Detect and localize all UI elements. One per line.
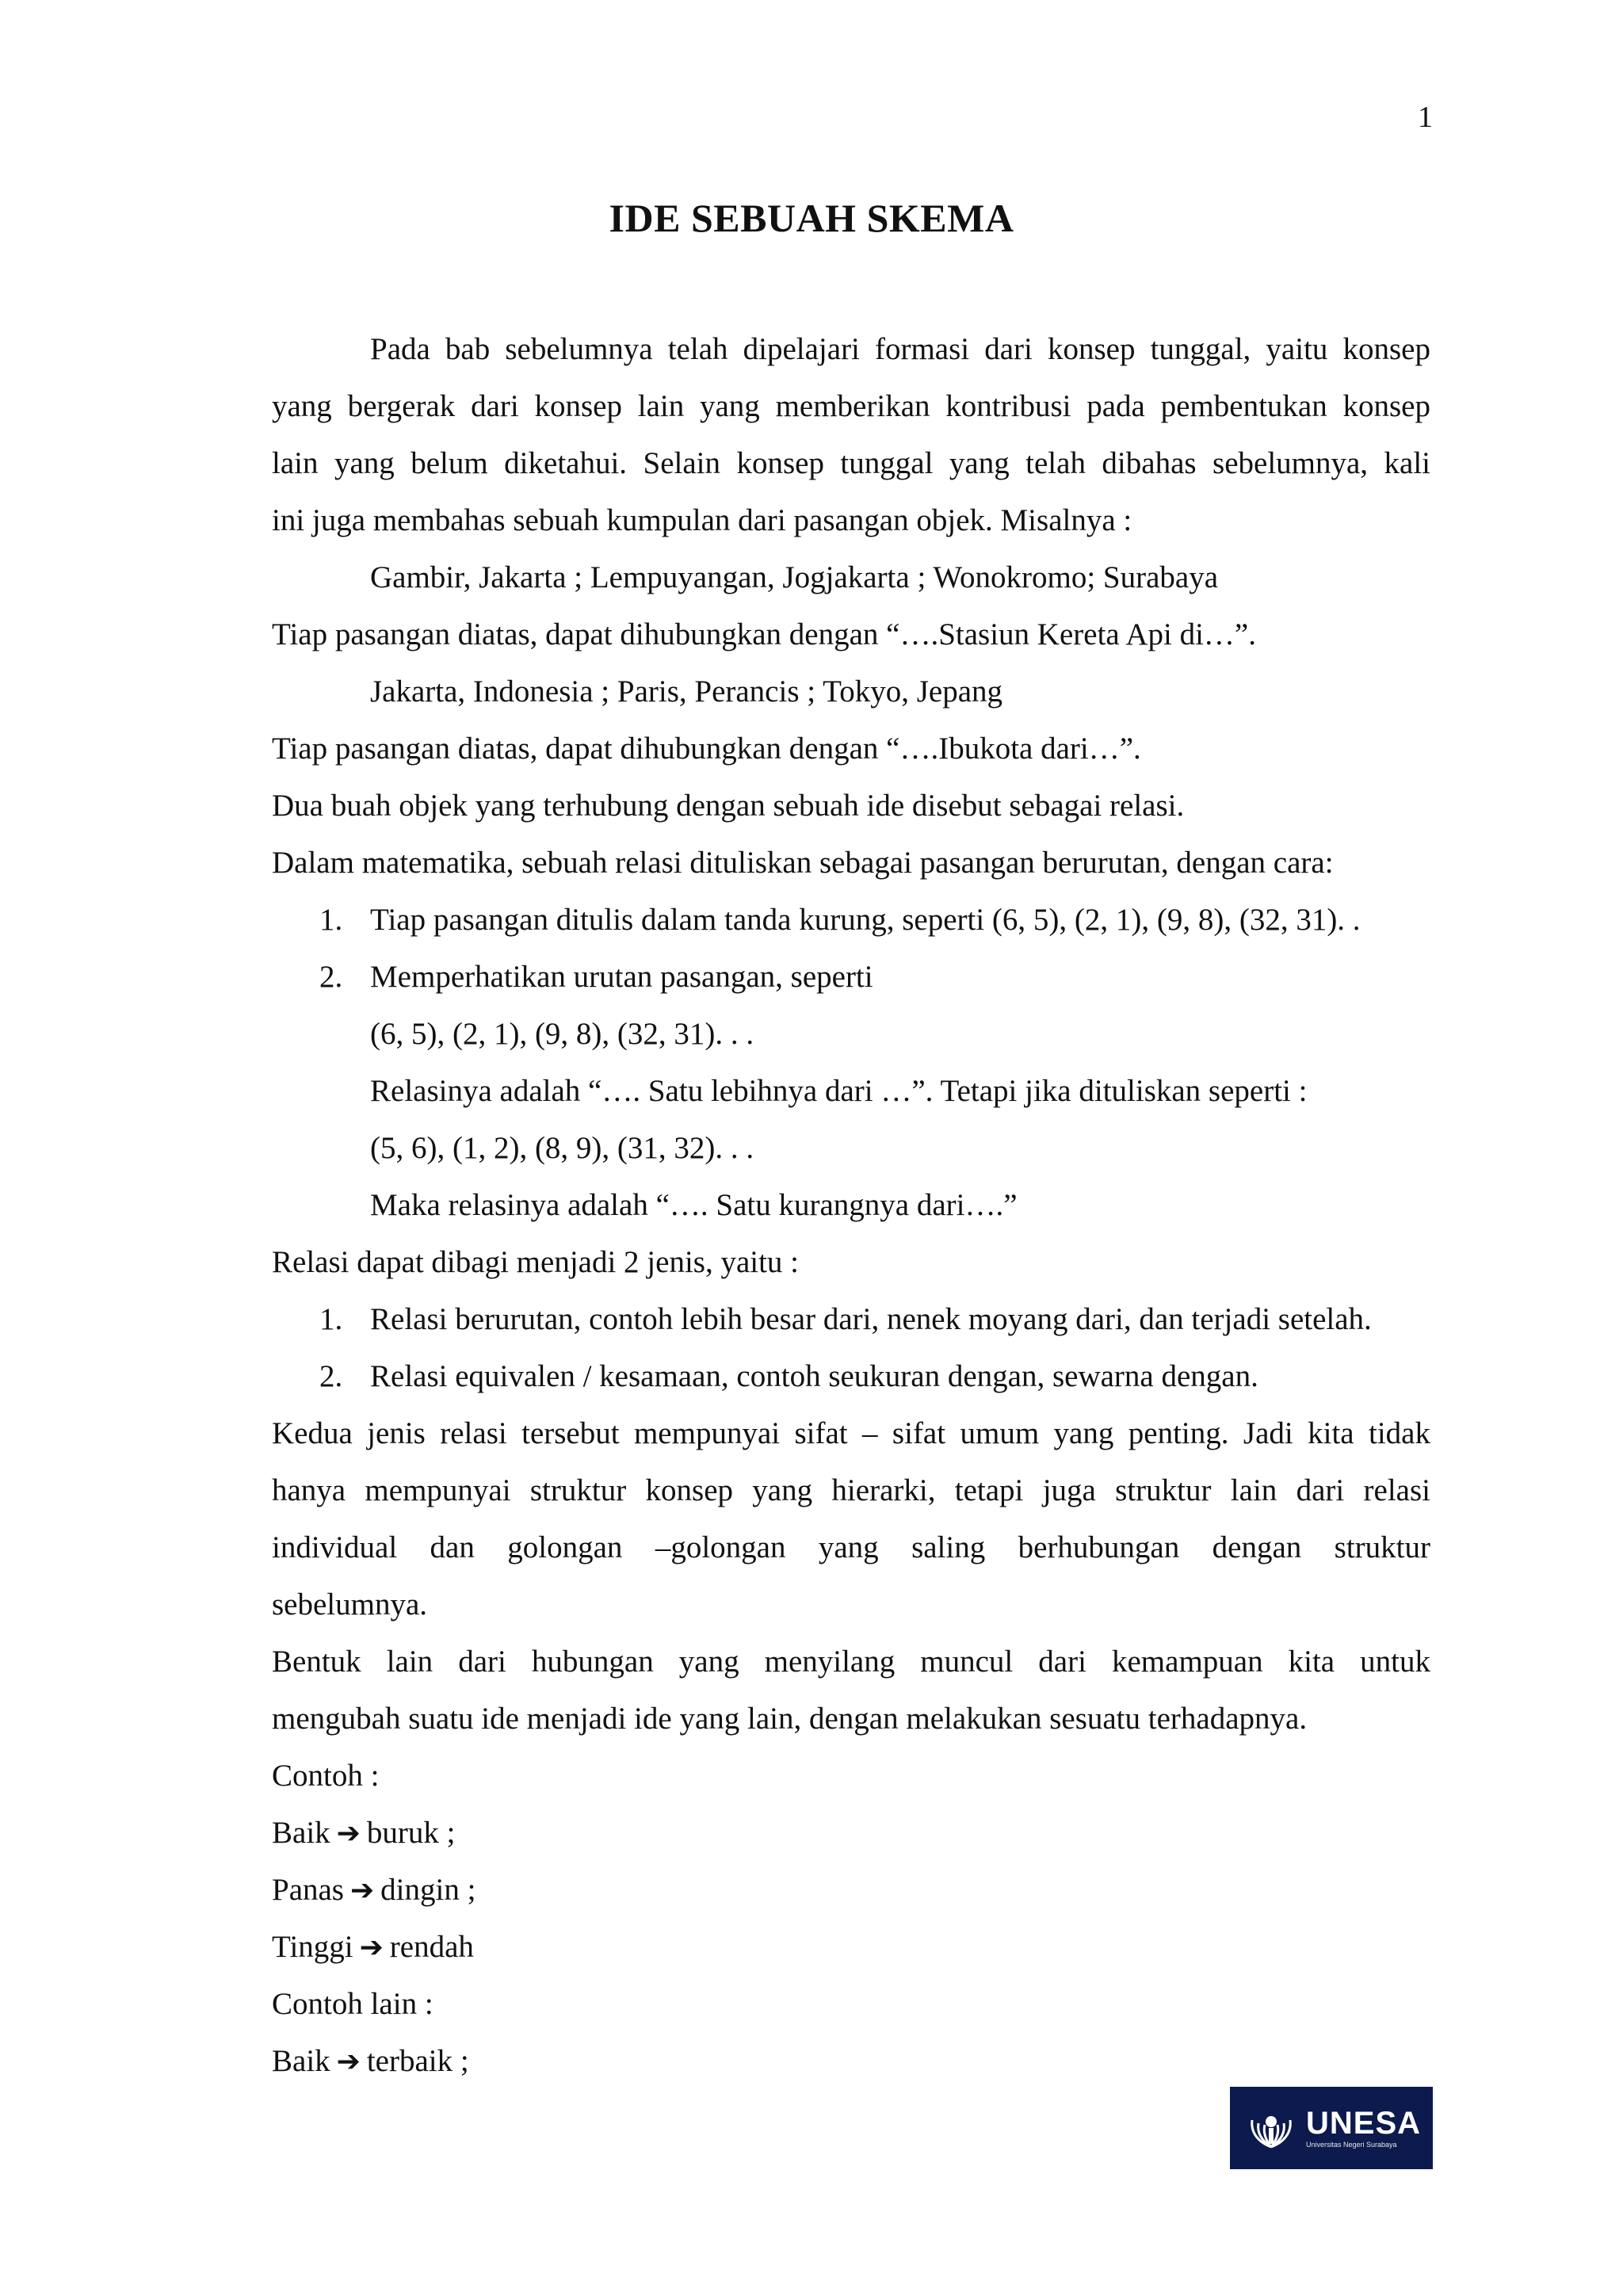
contoh-item [272,1862,1430,1919]
right-arrow-icon: ➔ [350,1874,375,1907]
paragraph-line: mengubah suatu ide menjadi ide yang lain, dengan melakukan sesuatu terhadapnya. [272,1702,1308,1736]
contoh-item [272,2033,1430,2090]
paragraph-line: Bentuk lain dari hubungan yang menyilang muncul dari kemampuan kita untuk [272,1645,1430,1679]
paragraph-line: Pada bab sebelumnya telah dipelajari formasi dari konsep tunggal, yaitu konsep [370,332,1430,366]
list-number: 2. [319,960,343,994]
paragraph-line: hanya mempunyai struktur konsep yang hierarki, tetapi juga struktur lain dari relasi [272,1473,1430,1507]
unesa-logo [1230,2087,1433,2169]
paragraph-line: ini juga membahas sebuah kumpulan dari pasangan objek. Misalnya : [272,503,1132,537]
list-text: Tiap pasangan ditulis dalam tanda kurung, seperti (6, 5), (2, 1), (9, 8), (32, 31). . [370,903,1361,937]
page-title: IDE SEBUAH SKEMA [609,196,1014,240]
list-subline: (6, 5), (2, 1), (9, 8), (32, 31). . . [370,1017,754,1051]
list-number: 1. [319,1302,343,1336]
list-subline: (5, 6), (1, 2), (8, 9), (31, 32). . . [370,1131,754,1165]
contoh-from: Baik [272,1816,330,1850]
example-pairs: Jakarta, Indonesia ; Paris, Perancis ; Tokyo, Jepang [370,674,1003,709]
list-number: 1. [319,903,343,937]
right-arrow-icon: ➔ [336,1817,361,1850]
list-item [272,892,1430,949]
paragraph-line: lain yang belum diketahui. Selain konsep tunggal yang telah dibahas sebelumnya, kali [272,446,1430,480]
contoh-to: buruk ; [366,1816,456,1850]
contoh-from: Panas [272,1873,344,1907]
right-arrow-icon: ➔ [359,1931,384,1964]
relation-definition: Dua buah objek yang terhubung dengan sebuah ide disebut sebagai relasi. [272,789,1185,823]
list-text: Relasi berurutan, contoh lebih besar dari, nenek moyang dari, dan terjadi setelah. [370,1302,1372,1336]
contoh-from: Tinggi [272,1930,353,1964]
types-intro: Relasi dapat dibagi menjadi 2 jenis, yaitu : [272,1245,800,1279]
list-subline: Maka relasinya adalah “…. Satu kurangnya dari….” [370,1188,1018,1222]
page-number: 1 [1418,101,1433,134]
contoh-item [272,1919,1430,1976]
paragraph-line: sebelumnya. [272,1587,428,1622]
list-item [272,949,1430,1006]
contoh-lain-label: Contoh lain : [272,1987,433,2021]
paragraph-line: individual dan golongan –golongan yang saling berhubungan dengan struktur [272,1530,1430,1564]
example-relation: Tiap pasangan diatas, dapat dihubungkan dengan “….Stasiun Kereta Api di…”. [272,617,1256,651]
contoh-label: Contoh : [272,1759,380,1793]
unesa-emblem-icon [1243,2099,1300,2157]
contoh-to: rendah [389,1930,474,1964]
math-intro: Dalam matematika, sebuah relasi dituliskan sebagai pasangan berurutan, dengan cara: [272,846,1334,880]
paragraph-line: Kedua jenis relasi tersebut mempunyai sifat – sifat umum yang penting. Jadi kita tidak [272,1416,1430,1450]
list-item [272,1291,1430,1348]
logo-subtitle: Universitas Negeri Surabaya [1306,2141,1397,2149]
contoh-to: terbaik ; [366,2044,469,2078]
list-text: Relasi equivalen / kesamaan, contoh seukuran dengan, sewarna dengan. [370,1359,1258,1393]
list-text: Memperhatikan urutan pasangan, seperti [370,960,873,994]
contoh-item [272,1805,1430,1862]
right-arrow-icon: ➔ [336,2046,361,2078]
list-number: 2. [319,1359,343,1393]
example-relation: Tiap pasangan diatas, dapat dihubungkan dengan “….Ibukota dari…”. [272,732,1141,766]
example-pairs: Gambir, Jakarta ; Lempuyangan, Jogjakarta ; Wonokromo; Surabaya [370,560,1219,594]
contoh-from: Baik [272,2044,330,2078]
document-body [272,321,1430,2090]
list-item [272,1348,1430,1405]
list-subline: Relasinya adalah “…. Satu lebihnya dari …”. Tetapi jika dituliskan seperti : [370,1074,1308,1108]
paragraph-line: yang bergerak dari konsep lain yang memberikan kontribusi pada pembentukan konsep [272,389,1430,423]
logo-wordmark: UNESA [1306,2106,1422,2141]
contoh-to: dingin ; [380,1873,476,1907]
